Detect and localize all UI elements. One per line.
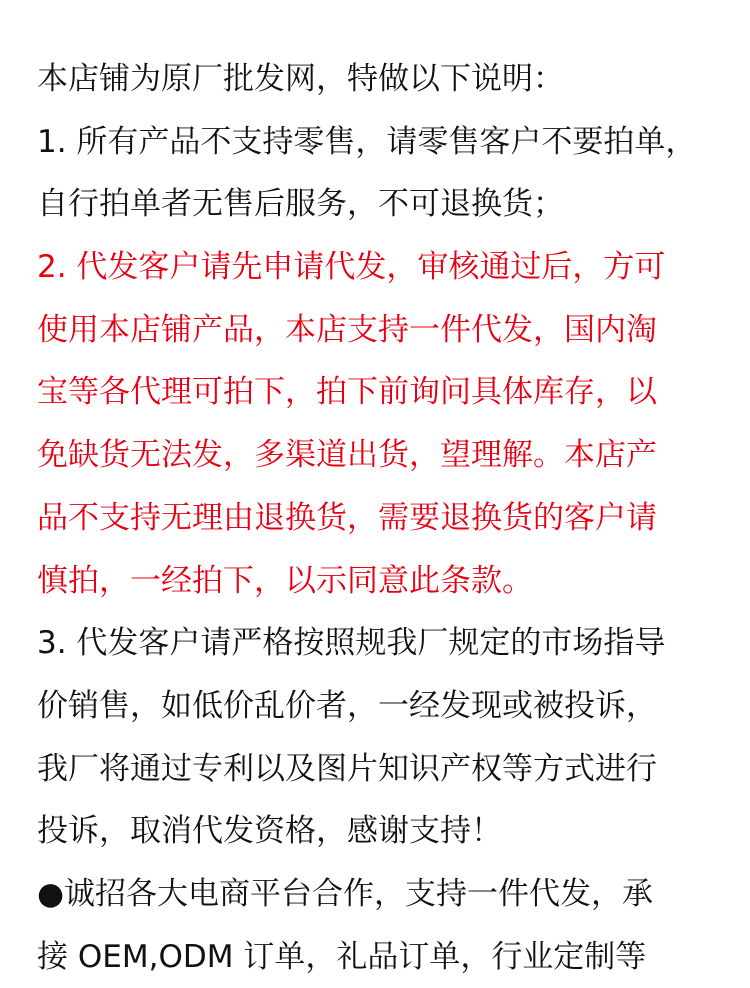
notice-item4-line2: 接 OEM,ODM 订单，礼品订单，行业定制等 — [37, 938, 647, 975]
notice-item3-line1: 3. 代发客户请严格按照规我厂规定的市场指导 — [37, 625, 666, 662]
notice-item3-line4: 投诉，取消代发资格，感谢支持！ — [37, 813, 502, 850]
notice-item2-line4: 免缺货无法发，多渠道出货，望理解。本店产 — [37, 437, 657, 474]
notice-intro: 本店铺为原厂批发网，特做以下说明： — [37, 61, 564, 97]
notice-item1-line2: 自行拍单者无售后服务，不可退换货； — [37, 186, 564, 223]
notice-item2-line2: 使用本店铺产品，本店支持一件代发，国内淘 — [37, 311, 657, 348]
notice-item2-line6: 慎拍，一经拍下，以示同意此条款。 — [37, 562, 533, 599]
store-notice — [37, 48, 727, 988]
notice-item4-line1: ●诚招各大电商平台合作，支持一件代发，承 — [37, 875, 654, 912]
notice-item1-line1: 1. 所有产品不支持零售，请零售客户不要拍单， — [37, 123, 697, 160]
notice-item2-line3: 宝等各代理可拍下，拍下前询问具体库存，以 — [37, 374, 657, 411]
notice-item2-line1: 2. 代发客户请先申请代发，审核通过后，方可 — [37, 249, 666, 286]
notice-item3-line2: 价销售，如低价乱价者，一经发现或被投诉， — [37, 687, 657, 724]
notice-item2-line5: 品不支持无理由退换货，需要退换货的客户请 — [37, 499, 657, 536]
notice-item3-line3: 我厂将通过专利以及图片知识产权等方式进行 — [37, 750, 657, 787]
